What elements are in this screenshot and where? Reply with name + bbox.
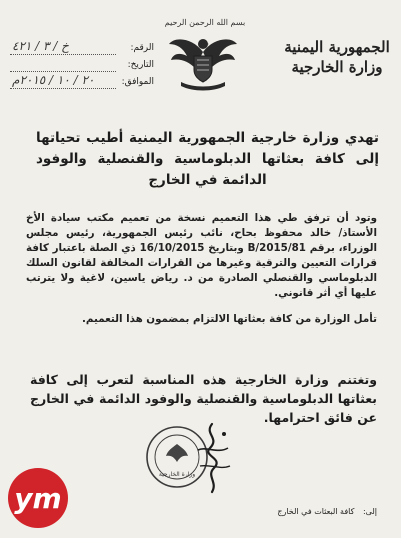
ref-corresponding-value: ٢٠ / ١٠ / ٢٠١٥م xyxy=(12,73,95,87)
ref-corresponding-row xyxy=(6,74,156,91)
signature-icon xyxy=(184,420,242,500)
ref-number-value: خ / ٣ / ٤٢١ xyxy=(12,39,69,53)
footer-lead: إلى: xyxy=(362,507,377,516)
ref-date-label: التاريخ: xyxy=(127,60,154,70)
republic-name: الجمهورية اليمنية xyxy=(284,38,390,56)
letter-paragraph-2: تأمل الوزارة من كافة بعثاتها الالتزام بمضمون هذا التعميم. xyxy=(82,313,377,325)
ministry-header xyxy=(281,38,393,76)
footer-text: كافة البعثات في الخارج xyxy=(277,507,355,516)
letter-closing: وتغتنم وزارة الخارجية هذه المناسبة لتعرب إلى كافة بعثاتها الدبلوماسية والقنصلية والوفود الدائمة في الخارج عن فائق احترامها. xyxy=(30,372,377,425)
ref-corresponding-label: الموافق: xyxy=(121,77,154,87)
basmala: بسم الله الرحمن الرحيم xyxy=(164,18,246,27)
letter-paragraph-1: وتود أن ترفق طي هذا التعميم نسخة من تعميم مكتب سيادة الأخ الأستاذ/ خالد محفوظ بحاح، نائب رئيس الجمهورية، رئيس مجلس الوزراء، برقم 81/B/2015 وبتاريخ 16/10/2015 ذي الصلة باعتبار كافة قرارات التعيين والترقية وغيرها من القرارات المخالفة لقانون السلك الدبلوماسي والقنصلي الصادرة من د. رياض ياسين، لاغية ولا يترتب عليها أي أثر قانوني. xyxy=(26,212,377,299)
watermark-text: ym xyxy=(14,482,62,515)
eagle-emblem-icon xyxy=(167,30,239,92)
letter-intro: تهدي وزارة خارجية الجمهورية اليمنية أطيب تحياتها إلى كافة بعثاتها الدبلوماسية والقنصلية والوفود الدائمة في الخارج xyxy=(36,130,379,188)
ref-number-row xyxy=(6,40,156,57)
ym-watermark-logo-icon xyxy=(6,466,70,530)
stamp-text: وزارة الخارجية xyxy=(158,471,196,478)
ref-date-row xyxy=(6,57,156,74)
ministry-name: وزارة الخارجية xyxy=(291,58,383,76)
ref-number-label: الرقم: xyxy=(130,43,154,53)
recipient-footer xyxy=(277,507,377,516)
reference-block xyxy=(6,40,156,91)
